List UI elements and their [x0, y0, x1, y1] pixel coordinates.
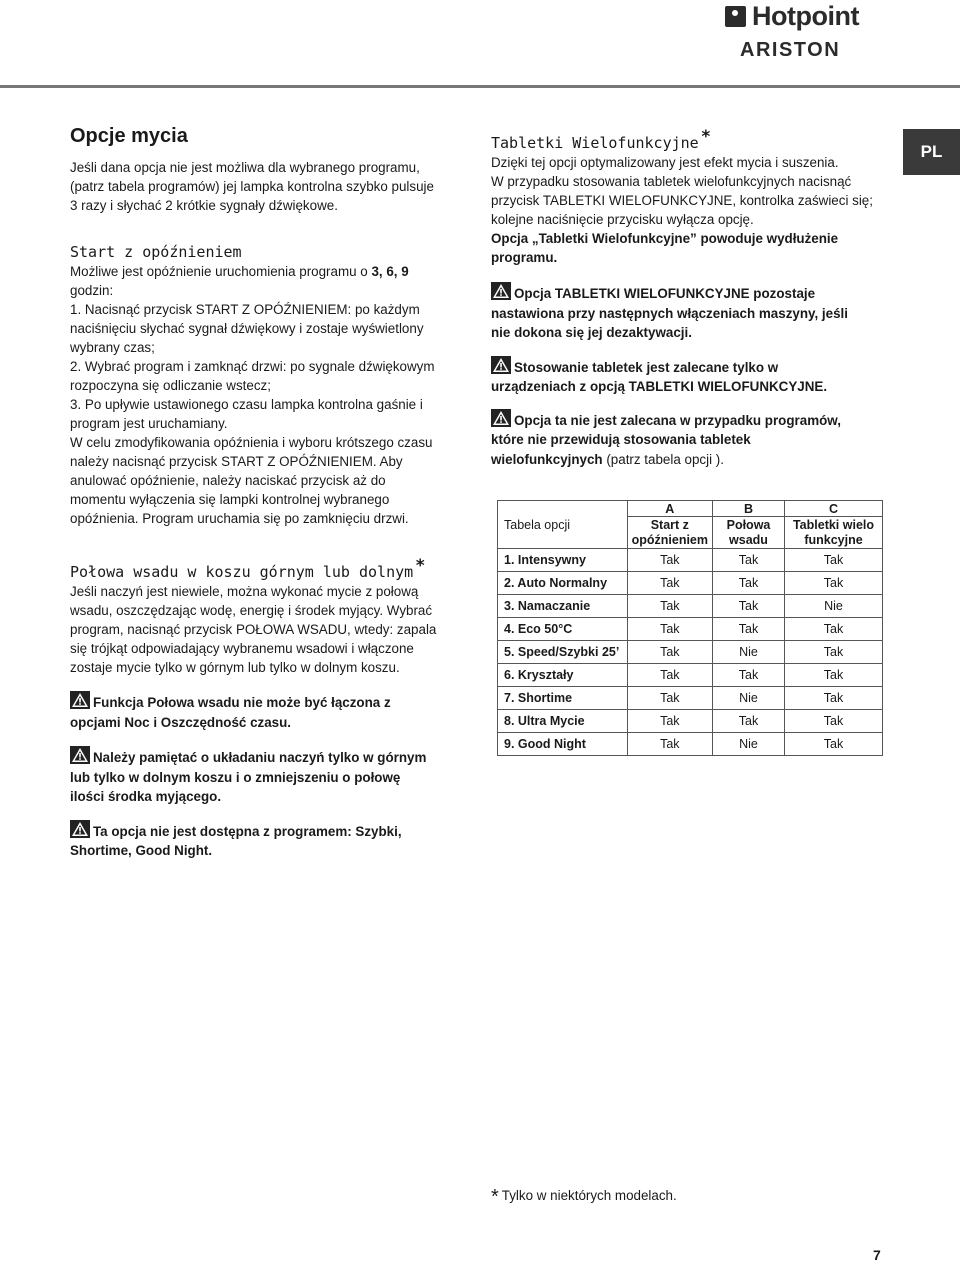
cell: Tak [627, 572, 712, 595]
tablets-bold-line: programu. [491, 250, 558, 265]
cell: Nie [713, 687, 785, 710]
cell: Tak [627, 710, 712, 733]
half-load-body [70, 582, 455, 677]
cell: Tak [785, 641, 883, 664]
col-letter: A [627, 501, 712, 517]
cell: Tak [785, 687, 883, 710]
warning-icon [70, 746, 90, 764]
delay-step-line: momentu wyłączenia się lampki kontrolnej wybranego [70, 492, 390, 507]
cell: Tak [785, 549, 883, 572]
table-row [498, 664, 883, 687]
delay-step-line: rozpoczyna się odliczanie wstecz; [70, 378, 271, 393]
row-label: 3. Namaczanie [498, 595, 628, 618]
page-title: Opcje mycia [70, 125, 188, 147]
intro-line: Jeśli dana opcja nie jest możliwa dla wybranego programu, [70, 160, 420, 175]
intro-text [70, 158, 455, 215]
options-table [497, 500, 883, 756]
warning-tablets-not-recommended [491, 409, 876, 470]
half-load-line: program, nacisnąć przycisk POŁOWA WSADU, wtedy: zapala [70, 622, 437, 637]
tablets-line: przycisk TABLETKI WIELOFUNKCYJNE, kontrolka zaświeci się; [491, 193, 873, 208]
row-label: 2. Auto Normalny [498, 572, 628, 595]
delay-step-line: wybrany czas; [70, 340, 155, 355]
delay-steps [70, 300, 455, 528]
half-load-line: się trójkąt odpowiadający wybranemu wsadowi i włączone [70, 641, 414, 656]
warning-text: opcjami Noc i Oszczędność czasu. [70, 714, 292, 730]
warning-icon [491, 282, 511, 300]
delay-hours: 3, 6, 9 [371, 264, 409, 279]
warning-text: Opcja ta nie jest zalecana w przypadku programów, [514, 412, 841, 428]
row-label: 6. Kryształy [498, 664, 628, 687]
row-label: 1. Intensywny [498, 549, 628, 572]
half-load-star: * [415, 556, 426, 576]
tablets-body [491, 153, 876, 267]
delay-intro-text: Możliwe jest opóźnienie uruchomienia programu o [70, 264, 372, 279]
table-row [498, 687, 883, 710]
half-load-title: Połowa wsadu w koszu górnym lub dolnym [70, 563, 414, 581]
warning-icon [491, 356, 511, 374]
cell: Nie [713, 641, 785, 664]
tablets-heading [491, 127, 876, 153]
delay-intro [70, 262, 455, 281]
col-letter: B [713, 501, 785, 517]
row-label: 4. Eco 50°C [498, 618, 628, 641]
cell: Tak [713, 572, 785, 595]
cell: Tak [785, 572, 883, 595]
warning-icon [70, 820, 90, 838]
half-load-line: wsadu, oszczędzając wodę, energię i środek myjący. Wybrać [70, 603, 433, 618]
tablets-line: W przypadku stosowania tabletek wielofunkcyjnych nacisnąć [491, 174, 852, 189]
warning-text: lub tylko w dolnym koszu i o zmniejszeniu o połowę [70, 769, 401, 785]
warning-text: Ta opcja nie jest dostępna z programem: Szybki, [93, 823, 402, 839]
table-row [498, 595, 883, 618]
cell: Tak [785, 664, 883, 687]
warning-not-available [70, 820, 455, 861]
col-name: Start z opóźnieniem [627, 517, 712, 549]
col-name: Tabletki wielo funkcyjne [785, 517, 883, 549]
cell: Tak [713, 595, 785, 618]
warning-half-load-combo [70, 691, 455, 732]
delay-step-line: 1. Nacisnąć przycisk START Z OPÓŹNIENIEM: po każdym [70, 302, 420, 317]
row-label: 9. Good Night [498, 733, 628, 756]
delay-step-line: W celu zmodyfikowania opóźnienia i wyboru krótszego czasu [70, 435, 433, 450]
half-load-line: zostaje mycie tylko w górnym lub tylko w dolnym koszu. [70, 660, 400, 675]
cell: Tak [713, 618, 785, 641]
table-row [498, 618, 883, 641]
cell: Tak [627, 549, 712, 572]
cell: Nie [785, 595, 883, 618]
intro-line: (patrz tabela programów) jej lampka kontrolna szybko pulsuje [70, 179, 434, 194]
warning-text: Funkcja Połowa wsadu nie może być łączona z [93, 695, 391, 710]
right-column [491, 124, 876, 469]
footnote-star: * [491, 1186, 499, 1208]
warning-text: Opcja TABLETKI WIELOFUNKCYJNE pozostaje [514, 286, 816, 301]
delay-heading: Start z opóźnieniem [70, 243, 242, 261]
warning-text: nie dokona się jej dezaktywacji. [491, 325, 692, 340]
col-name: Połowa wsadu [713, 517, 785, 549]
row-label: 8. Ultra Mycie [498, 710, 628, 733]
row-label: 5. Speed/Szybki 25’ [498, 641, 628, 664]
cell: Nie [713, 733, 785, 756]
delay-step-line: anulować opóźnienie, należy naciskać przycisk aż do [70, 473, 386, 488]
col-letter: C [785, 501, 883, 517]
table-header-letters [498, 501, 883, 517]
table-row [498, 710, 883, 733]
tablets-star: * [700, 127, 711, 147]
delay-step-line: 3. Po upływie ustawionego czasu lampka kontrolna gaśnie i [70, 397, 423, 412]
warning-text: nastawiona przy następnych włączeniach maszyny, jeśli [491, 305, 848, 321]
intro-line: 3 razy i słychać 2 krótkie sygnały dźwiękowe. [70, 198, 338, 213]
warning-basket-loading [70, 746, 455, 807]
row-label: 7. Shortime [498, 687, 628, 710]
table-row [498, 733, 883, 756]
cell: Tak [627, 664, 712, 687]
cell: Tak [627, 687, 712, 710]
cell: Tak [785, 733, 883, 756]
footnote [491, 1186, 677, 1209]
warning-text: ilości środka myjącego. [70, 789, 222, 804]
warning-text: Stosowanie tabletek jest zalecane tylko w [514, 359, 779, 375]
delay-step-line: opóźnienia. Program uruchamia się po zamknięciu drzwi. [70, 511, 409, 526]
half-load-line: Jeśli naczyń jest niewiele, można wykonać mycie z połową [70, 584, 419, 599]
warning-text: Shortime, Good Night. [70, 843, 213, 858]
footnote-text: Tylko w niektórych modelach. [501, 1188, 677, 1203]
tablets-title: Tabletki Wielofunkcyjne [491, 134, 699, 152]
cell: Tak [627, 595, 712, 618]
warning-icon [491, 409, 511, 427]
delay-step-line: 2. Wybrać program i zamknąć drzwi: po sygnale dźwiękowym [70, 359, 435, 374]
table-row [498, 549, 883, 572]
warning-table-ref: (patrz tabela opcji ). [602, 451, 724, 467]
cell: Tak [713, 710, 785, 733]
half-load-heading [70, 556, 455, 582]
warning-text: które nie przewidują stosowania tabletek [491, 432, 751, 447]
warning-text: Należy pamiętać o układaniu naczyń tylko w górnym [93, 750, 427, 765]
tablets-bold-line: Opcja „Tabletki Wielofunkcyjne” powoduje wydłużenie [491, 231, 839, 246]
page-number: 7 [873, 1247, 881, 1261]
cell: Tak [627, 733, 712, 756]
language-tab: PL [903, 129, 960, 175]
warning-tablets-recommended [491, 356, 876, 397]
delay-step-line: naciśnięciu słychać sygnał dźwiękowy i zostaje wyświetlony [70, 321, 424, 336]
delay-step-line: należy nacisnąć przycisk START Z OPÓŹNIENIEM. Aby [70, 454, 403, 469]
tablets-line: kolejne naciśnięcie przycisku wyłącza opcję. [491, 212, 754, 227]
cell: Tak [627, 641, 712, 664]
warning-text: urządzeniach z opcją TABLETKI WIELOFUNKCYJNE. [491, 379, 828, 394]
table-row [498, 641, 883, 664]
brand-sub: ARISTON [740, 39, 841, 61]
table-row [498, 572, 883, 595]
warning-text: wielofunkcyjnych [491, 451, 603, 467]
table-label: Tabela opcji [498, 501, 628, 549]
brand-mark-icon [725, 6, 746, 27]
cell: Tak [627, 618, 712, 641]
tablets-line: Dzięki tej opcji optymalizowany jest efekt mycia i suszenia. [491, 155, 839, 170]
warning-icon [70, 691, 90, 709]
cell: Tak [713, 664, 785, 687]
left-column [70, 124, 455, 861]
cell: Tak [713, 549, 785, 572]
header-divider [0, 85, 960, 88]
warning-tablets-persist [491, 282, 876, 343]
cell: Tak [785, 710, 883, 733]
delay-step-line: program jest uruchamiany. [70, 416, 228, 431]
delay-intro-tail: godzin: [70, 283, 114, 298]
brand-name: Hotpoint [752, 1, 859, 31]
brand-logo [725, 1, 859, 32]
cell: Tak [785, 618, 883, 641]
